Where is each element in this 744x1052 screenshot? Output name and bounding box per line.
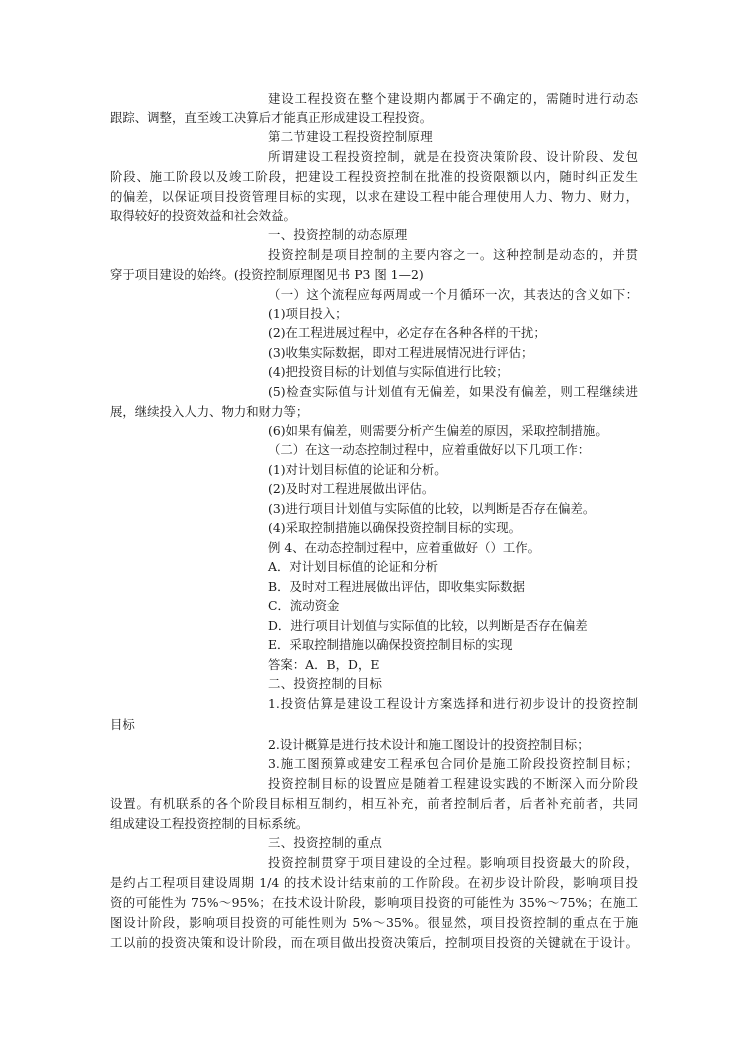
section-heading: 第二节建设工程投资控制原理 xyxy=(268,129,433,144)
list-item: (2)在工程进展过程中，必定存在各种各样的干扰； xyxy=(268,325,546,340)
list-intro: （二）在这一动态控制过程中，应着重做好以下几项工作： xyxy=(268,442,591,457)
paragraph-line: 的偏差，以保证项目投资管理目标的实现，以求在建设工程中能合理使用人力、物力、财力， xyxy=(110,189,638,204)
list-item: 3.施工图预算或建安工程承包合同价是施工阶段投资控制目标； xyxy=(268,756,638,771)
answer: 答案：A．B，D，E xyxy=(268,657,380,672)
option-b: B．及时对工程进展做出评估，即收集实际数据 xyxy=(268,579,525,594)
option-c: C．流动资金 xyxy=(268,598,340,613)
paragraph-line: 投资控制是项目控制的主要内容之一。这种控制是动态的，并贯 xyxy=(268,247,638,262)
list-intro: （一）这个流程应每两周或一个月循环一次，其表达的含义如下： xyxy=(268,287,638,302)
list-item-continued: 目标 xyxy=(110,717,135,732)
option-d: D．进行项目计划值与实际值的比较，以判断是否存在偏差 xyxy=(268,618,588,633)
paragraph-line: 跟踪、调整，直至竣工决算后才能真正形成建设工程投资。 xyxy=(110,110,433,125)
paragraph-line: 投资控制贯穿于项目建设的全过程。影响项目投资最大的阶段， xyxy=(268,855,638,870)
paragraph-line: 工以前的投资决策和设计阶段，而在项目做出投资决策后，控制项目投资的关键就在于设计。 xyxy=(110,935,638,950)
list-item: (1)项目投入； xyxy=(268,306,348,321)
paragraph-line: 穿于项目建设的始终。(投资控制原理图见书 P3 图 1—2) xyxy=(110,267,424,282)
list-item: (2)及时对工程进展做出评估。 xyxy=(268,481,435,496)
list-item-continued: 展，继续投入人力、物力和财力等； xyxy=(110,404,309,419)
list-item: (5)检查实际值与计划值有无偏差，如果没有偏差，则工程继续进 xyxy=(268,384,638,399)
paragraph-line: 设置。有机联系的各个阶段目标相互制约，相互补充，前者控制后者，后者补充前者，共同 xyxy=(110,796,638,811)
paragraph-line: 取得较好的投资效益和社会效益。 xyxy=(110,208,296,223)
paragraph-line: 是约占工程项目建设周期 1/4 的技术设计结束前的工作阶段。在初步设计阶段，影响项目投 xyxy=(110,875,638,890)
list-item: (4)采取控制措施以确保投资控制目标的实现。 xyxy=(268,520,521,535)
paragraph-line: 资的可能性为 75%～95%；在技术设计阶段，影响项目投资的可能性为 35%～75%；在施工 xyxy=(110,895,638,910)
list-item: (1)对计划目标值的论证和分析。 xyxy=(268,462,447,477)
list-item: (3)收集实际数据，即对工程进展情况进行评估； xyxy=(268,345,534,360)
list-item: 1.投资估算是建设工程设计方案选择和进行初步设计的投资控制 xyxy=(268,696,638,711)
option-e: E．采取控制措施以确保投资控制目标的实现 xyxy=(268,637,513,652)
paragraph-line: 组成建设工程投资控制的目标系统。 xyxy=(110,816,309,831)
subsection-heading: 三、投资控制的重点 xyxy=(268,835,383,850)
list-item: (6)如果有偏差，则需要分析产生偏差的原因，采取控制措施。 xyxy=(268,423,608,438)
subsection-heading: 一、投资控制的动态原理 xyxy=(268,227,408,242)
list-item: (4)把投资目标的计划值与实际值进行比较； xyxy=(268,364,509,379)
paragraph-line: 图设计阶段，影响项目投资的可能性则为 5%～35%。很显然，项目投资控制的重点在于施 xyxy=(110,915,638,930)
paragraph-line: 所谓建设工程投资控制，就是在投资决策阶段、设计阶段、发包 xyxy=(268,149,638,164)
option-a: A．对计划目标值的论证和分析 xyxy=(268,559,439,574)
list-item: (3)进行项目计划值与实际值的比较，以判断是否存在偏差。 xyxy=(268,501,596,516)
subsection-heading: 二、投资控制的目标 xyxy=(268,676,383,691)
paragraph-line: 投资控制目标的设置应是随着工程建设实践的不断深入而分阶段 xyxy=(268,776,638,791)
list-item: 2.设计概算是进行技术设计和施工图设计的投资控制目标； xyxy=(268,737,590,752)
paragraph-line: 建设工程投资在整个建设期内都属于不确定的，需随时进行动态 xyxy=(268,91,638,106)
example-question: 例 4、在动态控制过程中，应着重做好（）工作。 xyxy=(268,540,541,555)
paragraph-line: 阶段、施工阶段以及竣工阶段，把建设工程投资控制在批准的投资限额以内，随时纠正发生 xyxy=(110,169,638,184)
